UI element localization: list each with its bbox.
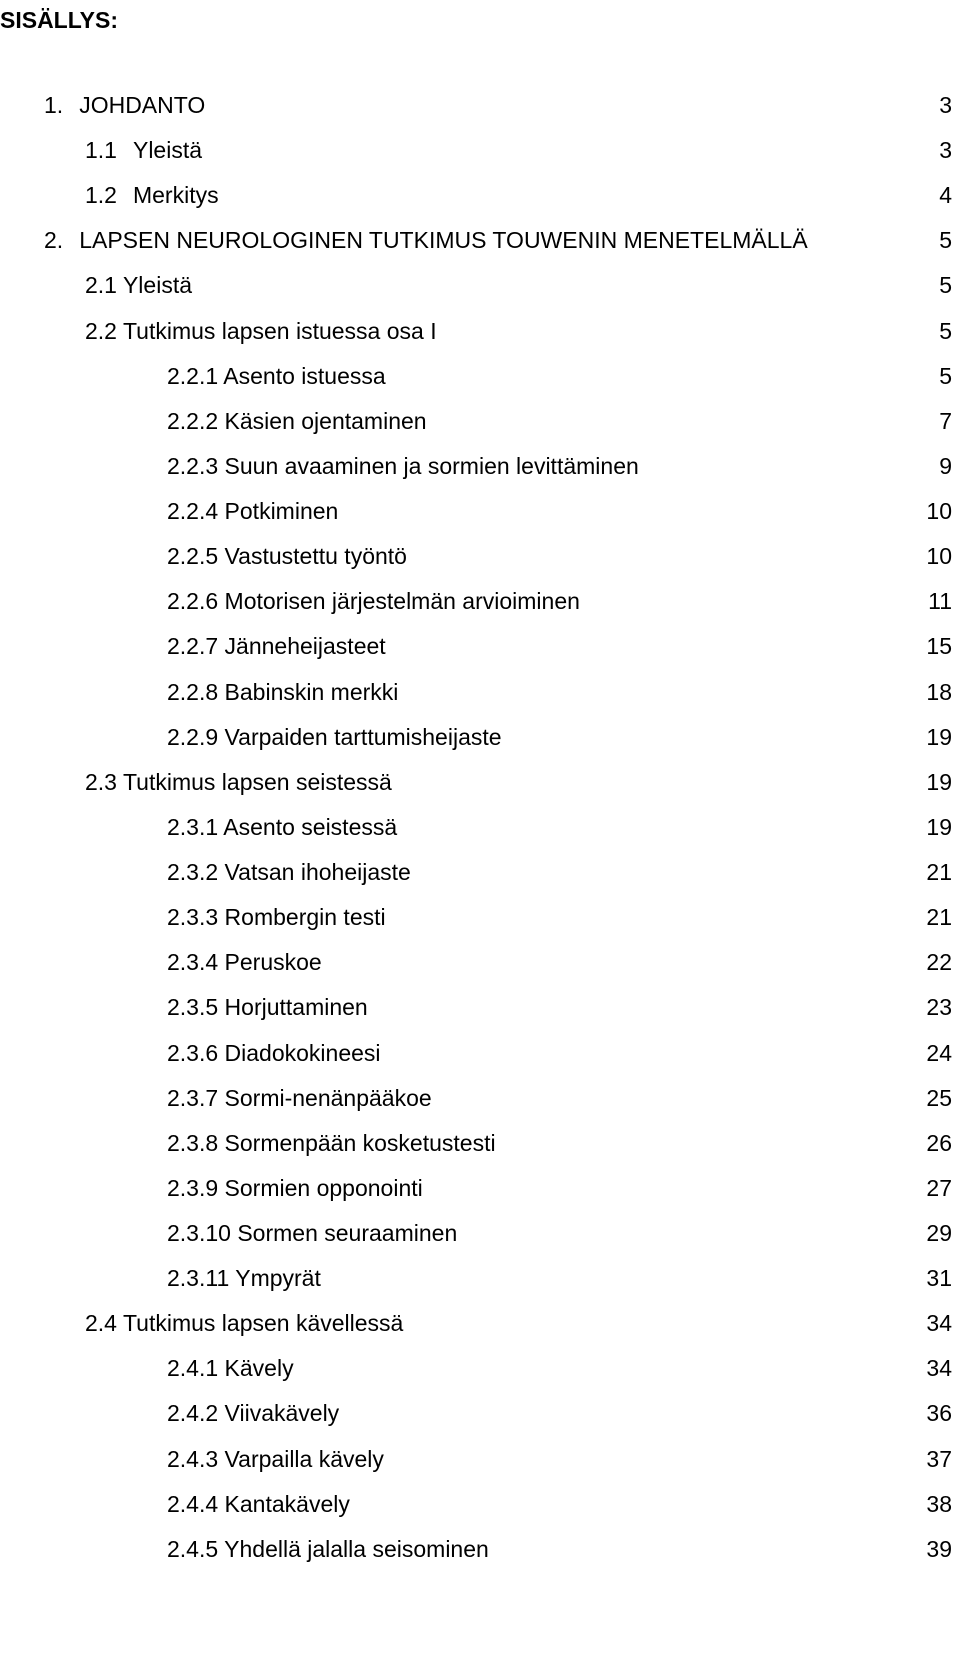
toc-entry[interactable] [0,538,960,574]
toc-entry-title: Varpaiden tarttumisheijaste [224,724,502,750]
toc-entry-label [167,854,411,890]
toc-entry-page-number: 11 [928,588,952,614]
toc-entry-title: Viivakävely [224,1400,340,1426]
toc-entry[interactable] [0,448,960,484]
toc-entry-page-number: 25 [926,1085,952,1111]
toc-entry-page-number: 39 [926,1536,952,1562]
toc-entry-title: Jänneheijasteet [224,633,386,659]
toc-entry-label [167,448,639,484]
toc-entry-title: Babinskin merkki [224,679,399,705]
toc-entry[interactable] [0,1486,960,1522]
toc-entry-title: Käsien ojentaminen [224,408,427,434]
toc-entry-label [85,1305,403,1341]
toc-entry-title: Sormenpään kosketustesti [224,1130,496,1156]
toc-entry-page-number: 5 [939,318,952,344]
toc-entry-title: Rombergin testi [224,904,386,930]
toc-entry-number: 2.2 [85,318,117,344]
toc-entry-number: 2.3.7 [167,1085,219,1111]
toc-entry-number: 2.3.4 [167,949,219,975]
toc-entry-page-number: 21 [926,859,952,885]
toc-entry-title: Merkitys [132,182,219,208]
toc-entry-label [167,403,427,439]
toc-entry-page-number: 34 [926,1355,952,1381]
toc-entry-number: 2.3 [85,769,117,795]
toc-entry-page-number: 9 [939,453,952,479]
toc-entry-label [167,1215,457,1251]
toc-entry-title: Sormen seuraaminen [237,1220,458,1246]
toc-entry-number: 2.4.3 [167,1446,219,1472]
toc-entry-number: 2.2.4 [167,498,219,524]
toc-entry-title: Vatsan ihoheijaste [224,859,411,885]
toc-entry-label [167,358,386,394]
toc-entry-number: 2.2.9 [167,724,219,750]
toc-entry-page-number: 19 [926,769,952,795]
toc-entry-title: Kantakävely [224,1491,350,1517]
toc-entry-title: Tutkimus lapsen seistessä [122,769,392,795]
toc-entry-number: 2.2.2 [167,408,219,434]
toc-entry-page-number: 37 [926,1446,952,1472]
toc-entry-number: 2.3.1 [167,814,219,840]
toc-entry-label [167,1531,489,1567]
toc-entry-label [44,222,808,258]
toc-entry-number: 2.2.3 [167,453,219,479]
toc-entry-label [167,1125,496,1161]
toc-entry-page-number: 29 [926,1220,952,1246]
toc-entry-page-number: 27 [926,1175,952,1201]
toc-entry-label [167,1441,384,1477]
toc-entry-page-number: 19 [926,724,952,750]
toc-entry-title: Sormien opponointi [224,1175,423,1201]
toc-entry-number: 2.3.11 [167,1265,230,1291]
toc-entry-title: Horjuttaminen [224,994,368,1020]
toc-entry[interactable] [0,1350,960,1386]
toc-entry-number: 2.3.9 [167,1175,219,1201]
toc-entry-title: Tutkimus lapsen istuessa osa I [122,318,437,344]
toc-entry[interactable] [0,1170,960,1206]
toc-entry-title: Varpailla kävely [224,1446,384,1472]
toc-entry-title: Tutkimus lapsen kävellessä [122,1310,404,1336]
toc-entry[interactable] [0,87,960,123]
toc-entry-title: Peruskoe [224,949,322,975]
toc-entry-label [85,313,437,349]
toc-entry-page-number: 5 [939,363,952,389]
toc-entry-label [167,583,580,619]
toc-entry-number: 2.3.10 [167,1220,231,1246]
toc-entry-page-number: 3 [939,92,952,118]
toc-entry[interactable] [0,222,960,258]
toc-entry[interactable] [0,899,960,935]
toc-entry-page-number: 22 [926,949,952,975]
toc-entry-label [167,899,386,935]
toc-entry[interactable] [0,583,960,619]
toc-entry-label [85,177,219,213]
toc-entry-page-number: 36 [926,1400,952,1426]
toc-entry-number: 2. [44,227,64,253]
toc-entry[interactable] [0,989,960,1025]
toc-entry-title: Motorisen järjestelmän arvioiminen [224,588,580,614]
toc-entry-page-number: 5 [939,227,952,253]
toc-entry-title: Vastustettu työntö [224,543,407,569]
toc-entry-number: 2.4.4 [167,1491,219,1517]
toc-entry-title: Kävely [224,1355,294,1381]
toc-entry-number: 2.4 [85,1310,117,1336]
toc-entry-label [167,809,397,845]
toc-entry[interactable] [0,674,960,710]
toc-entry-label [167,493,338,529]
toc-entry[interactable] [0,1260,960,1296]
toc-entry-number: 2.2.8 [167,679,219,705]
toc-entry-title: Ympyrät [235,1265,321,1291]
toc-entry-number: 2.3.2 [167,859,219,885]
toc-entry[interactable] [0,1441,960,1477]
toc-entry-number: 2.2.5 [167,543,219,569]
toc-entry-label [167,1395,339,1431]
toc-entry[interactable] [0,1215,960,1251]
toc-entry-label [167,674,398,710]
toc-entry[interactable] [0,764,960,800]
toc-entry-number: 2.1 [85,272,117,298]
toc-entry-number: 2.2.1 [167,363,219,389]
toc-entry[interactable] [0,719,960,755]
toc-entry[interactable] [0,132,960,168]
toc-entry-page-number: 15 [926,633,952,659]
toc-entry-title: Asento seistessä [223,814,398,840]
toc-entry[interactable] [0,313,960,349]
toc-entry[interactable] [0,493,960,529]
toc-entry[interactable] [0,177,960,213]
toc-entry-page-number: 38 [926,1491,952,1517]
toc-entry-title: JOHDANTO [79,92,206,118]
toc-entry-label [167,989,368,1025]
toc-entry-title: Suun avaaminen ja sormien levittäminen [224,453,639,479]
toc-entry-title: Yhdellä jalalla seisominen [224,1536,489,1562]
page-title: SISÄLLYS: [0,7,119,33]
toc-entry[interactable] [0,1531,960,1567]
toc-entry[interactable] [0,628,960,664]
toc-entry-label [167,628,386,664]
toc-entry-number: 1. [44,92,64,118]
toc-entry-page-number: 19 [926,814,952,840]
toc-entry[interactable] [0,403,960,439]
toc-entry-title: Asento istuessa [223,363,386,389]
toc-entry-page-number: 31 [926,1265,952,1291]
toc-entry-label [85,132,202,168]
toc-entry-page-number: 4 [939,182,952,208]
toc-entry-number: 2.4.1 [167,1355,219,1381]
toc-entry-page-number: 23 [926,994,952,1020]
toc-entry-title: Yleistä [132,137,203,163]
toc-entry-title: Sormi-nenänpääkoe [224,1085,432,1111]
toc-entry-title: Diadokokineesi [224,1040,381,1066]
toc-entry-page-number: 5 [939,272,952,298]
toc-entry-number: 2.4.2 [167,1400,219,1426]
toc-entry-label [167,1350,294,1386]
toc-entry[interactable] [0,1395,960,1431]
toc-entry-title: LAPSEN NEUROLOGINEN TUTKIMUS TOUWENIN MENETELMÄLLÄ [79,227,808,253]
toc-entry-number: 2.3.8 [167,1130,219,1156]
toc-entry-number: 1.1 [85,137,117,163]
toc-entry-number: 2.4.5 [167,1536,219,1562]
toc-entry-title: Yleistä [122,272,193,298]
toc-entry-page-number: 26 [926,1130,952,1156]
toc-entry-page-number: 18 [926,679,952,705]
toc-entry[interactable] [0,1125,960,1161]
toc-entry-page-number: 21 [926,904,952,930]
toc-entry-number: 2.3.5 [167,994,219,1020]
toc-entry-title: Potkiminen [224,498,339,524]
toc-entry-number: 2.2.6 [167,588,219,614]
toc-entry[interactable] [0,1305,960,1341]
toc-entry[interactable] [0,358,960,394]
toc-entry[interactable] [0,854,960,890]
toc-entry-label [167,719,502,755]
toc-entry-label [167,538,407,574]
toc-entry-label [167,1260,321,1296]
toc-entry-number: 2.2.7 [167,633,219,659]
toc-entry-page-number: 24 [926,1040,952,1066]
toc-entry-number: 2.3.6 [167,1040,219,1066]
toc-entry-page-number: 3 [939,137,952,163]
toc-entry[interactable] [0,267,960,303]
toc-entry-page-number: 7 [939,408,952,434]
toc-entry[interactable] [0,809,960,845]
toc-entry-page-number: 10 [926,543,952,569]
toc-entry-label [167,1486,350,1522]
toc-entry-label [44,87,205,123]
toc-entry-label [167,944,322,980]
toc-entry-page-number: 34 [926,1310,952,1336]
toc-entry-page-number: 10 [926,498,952,524]
toc-entry-label [85,267,192,303]
toc-entry-number: 2.3.3 [167,904,219,930]
toc-entry-label [167,1080,432,1116]
toc-entry[interactable] [0,1035,960,1071]
toc-entry-number: 1.2 [85,182,117,208]
toc-entry[interactable] [0,1080,960,1116]
toc-entry-label [167,1035,381,1071]
toc-entry[interactable] [0,944,960,980]
toc-entry-label [85,764,392,800]
toc-entry-label [167,1170,423,1206]
